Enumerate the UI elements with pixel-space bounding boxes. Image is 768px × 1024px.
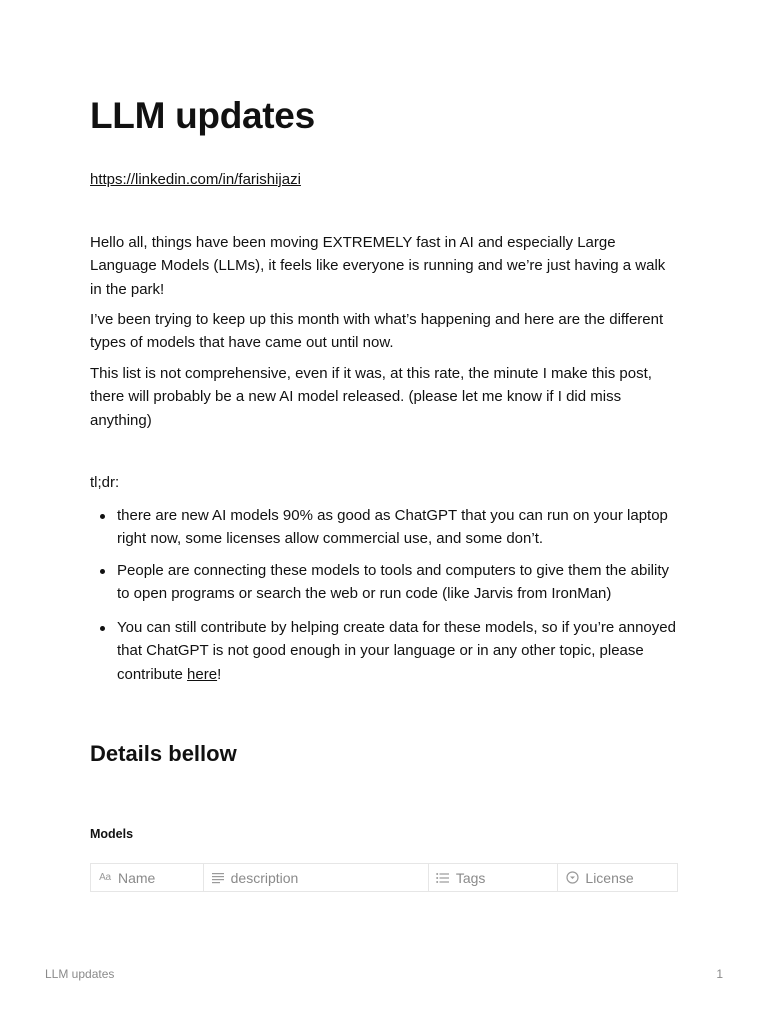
tldr-label: tl;dr: xyxy=(90,474,120,491)
bullet-dot-icon xyxy=(100,626,105,631)
column-label: description xyxy=(230,869,299,886)
column-header-description[interactable] xyxy=(204,864,429,891)
list-icon xyxy=(436,871,450,885)
intro-paragraph-1: Hello all, things have been moving EXTREMELY fast in AI and especially Large Language Models (LLMs), it feels like everyone is running and we’re just having a walk in the park! xyxy=(90,234,666,298)
intro-paragraph-2: I’ve been trying to keep up this month with what’s happening and here are the different types of models that have came out until now. xyxy=(90,311,664,352)
select-circle-icon xyxy=(565,871,579,885)
list-item xyxy=(90,559,680,606)
bullet-dot-icon xyxy=(100,514,105,519)
database-title: Models xyxy=(90,827,134,841)
column-header-name[interactable] xyxy=(91,864,204,891)
column-header-tags[interactable] xyxy=(429,864,559,891)
footer-page-number: 1 xyxy=(716,967,723,981)
list-item xyxy=(90,616,680,686)
bullet-text-end: ! xyxy=(217,665,222,683)
lines-icon xyxy=(211,871,225,885)
list-item xyxy=(90,504,680,551)
bullet-text: there are new AI models 90% as good as ChatGPT that you can run on your laptop right now, some licenses allow commercial use, and some don’t. xyxy=(117,507,668,548)
column-label: Tags xyxy=(455,869,486,886)
column-header-license[interactable] xyxy=(558,864,677,891)
footer-document-title: LLM updates xyxy=(45,967,115,981)
linkedin-link[interactable]: https://linkedin.com/in/farishijazi xyxy=(90,171,301,188)
page-title: LLM updates xyxy=(90,95,315,136)
bullet-text: You can still contribute by helping create data for these models, so if you’re annoyed that ChatGPT is not good enough in your language or in any other topic, please contribute xyxy=(117,619,676,683)
contribute-here-link[interactable]: here xyxy=(187,665,218,683)
section-heading: Details bellow xyxy=(90,741,237,766)
column-label: Name xyxy=(118,869,156,886)
database-table-header xyxy=(90,863,678,892)
intro-paragraph-3: This list is not comprehensive, even if it was, at this rate, the minute I make this post, there will probably be a new AI model released. (please let me know if I did miss anything) xyxy=(90,365,652,429)
bullet-dot-icon xyxy=(100,569,105,574)
bullet-text: People are connecting these models to tools and computers to give them the ability to open programs or search the web or run code (like Jarvis from IronMan) xyxy=(117,562,669,603)
column-label: License xyxy=(585,869,634,886)
text-aa-icon: Aa xyxy=(99,872,111,883)
